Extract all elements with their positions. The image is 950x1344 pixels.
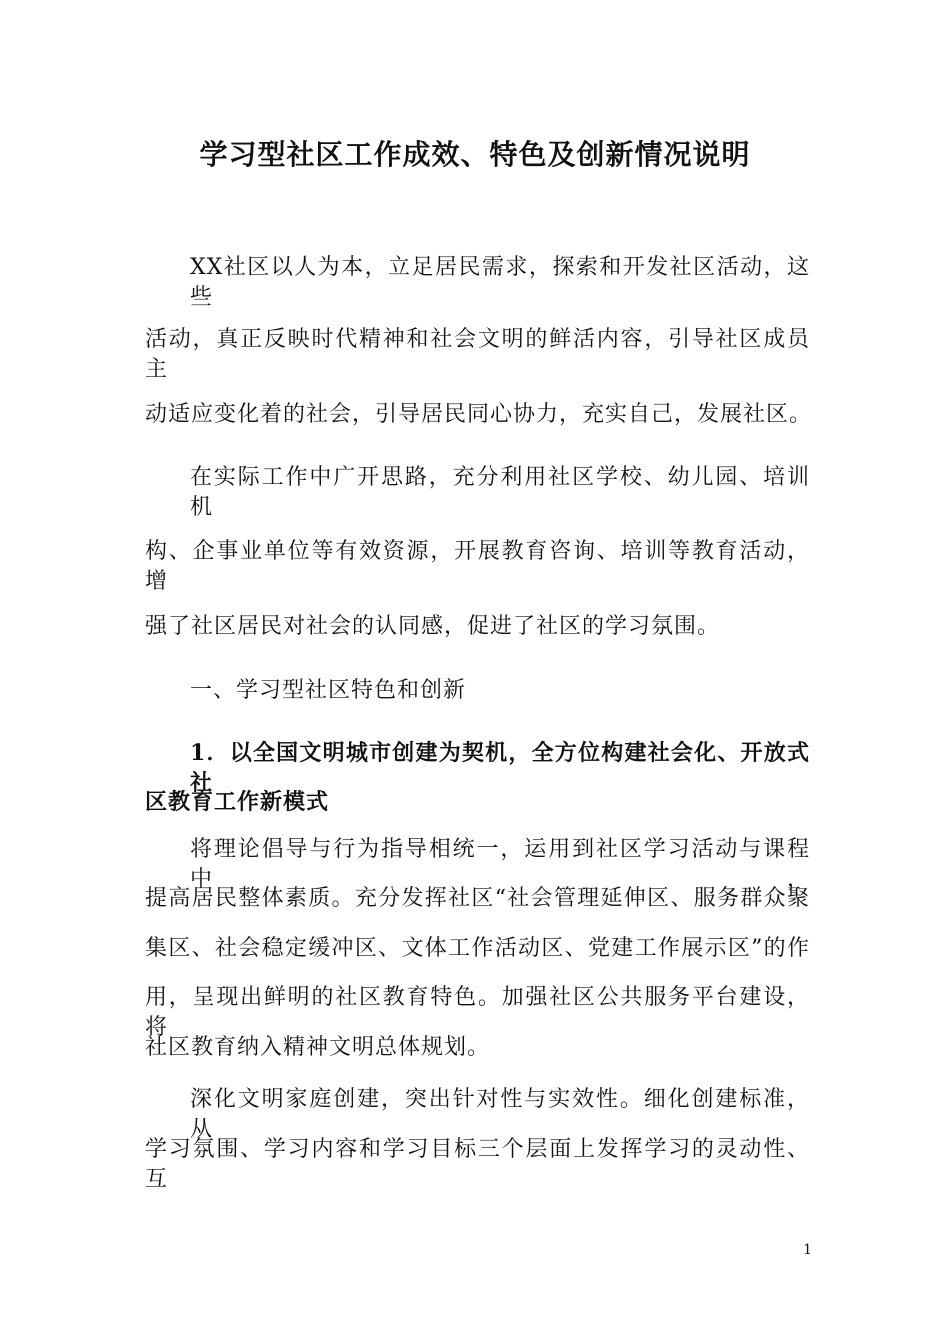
subsection-heading-line: 1．以全国文明城市创建为契机，全方位构建社会化、开放式社 (190, 740, 810, 796)
paragraph-line: 集区、社会稳定缓冲区、文体工作活动区、党建工作展示区”的作 (145, 936, 810, 961)
paragraph-line: 活动，真正反映时代精神和社会文明的鲜活内容，引导社区成员主 (145, 327, 810, 382)
document-title: 学习型社区工作成效、特色及创新情况说明 (199, 138, 751, 171)
paragraph-line: 强了社区居民对社会的认同感，促进了社区的学习氛围。 (145, 614, 721, 639)
section-heading: 一、学习型社区特色和创新 (190, 678, 467, 703)
paragraph-line: 用，呈现出鲜明的社区教育特色。加强社区公共服务平台建设，将 (145, 985, 810, 1040)
page-number: 1 (803, 1242, 812, 1258)
paragraph-line: 学习氛围、学习内容和学习目标三个层面上发挥学习的灵动性、互 (145, 1137, 810, 1192)
paragraph-line: 提高居民整体素质。充分发挥社区“社会管理延伸区、服务群众聚 (145, 886, 810, 911)
subsection-heading-line: 区教育工作新模式 (145, 789, 330, 815)
paragraph-line: 将理论倡导与行为指导相统一，运用到社区学习活动与课程中， (190, 837, 810, 892)
paragraph-line: 深化文明家庭创建，突出针对性与实效性。细化创建标准，从 (190, 1087, 810, 1142)
paragraph-line: 社区教育纳入精神文明总体规划。 (145, 1035, 491, 1060)
paragraph-line: 动适应变化着的社会，引导居民同心协力，充实自己，发展社区。 (145, 402, 813, 427)
paragraph-line: 构、企事业单位等有效资源，开展教育咨询、培训等教育活动，增 (145, 539, 810, 594)
paragraph-line: 在实际工作中广开思路，充分利用社区学校、幼儿园、培训机 (190, 465, 810, 520)
paragraph-line: XX社区以人为本，立足居民需求，探索和开发社区活动，这些 (190, 255, 810, 310)
